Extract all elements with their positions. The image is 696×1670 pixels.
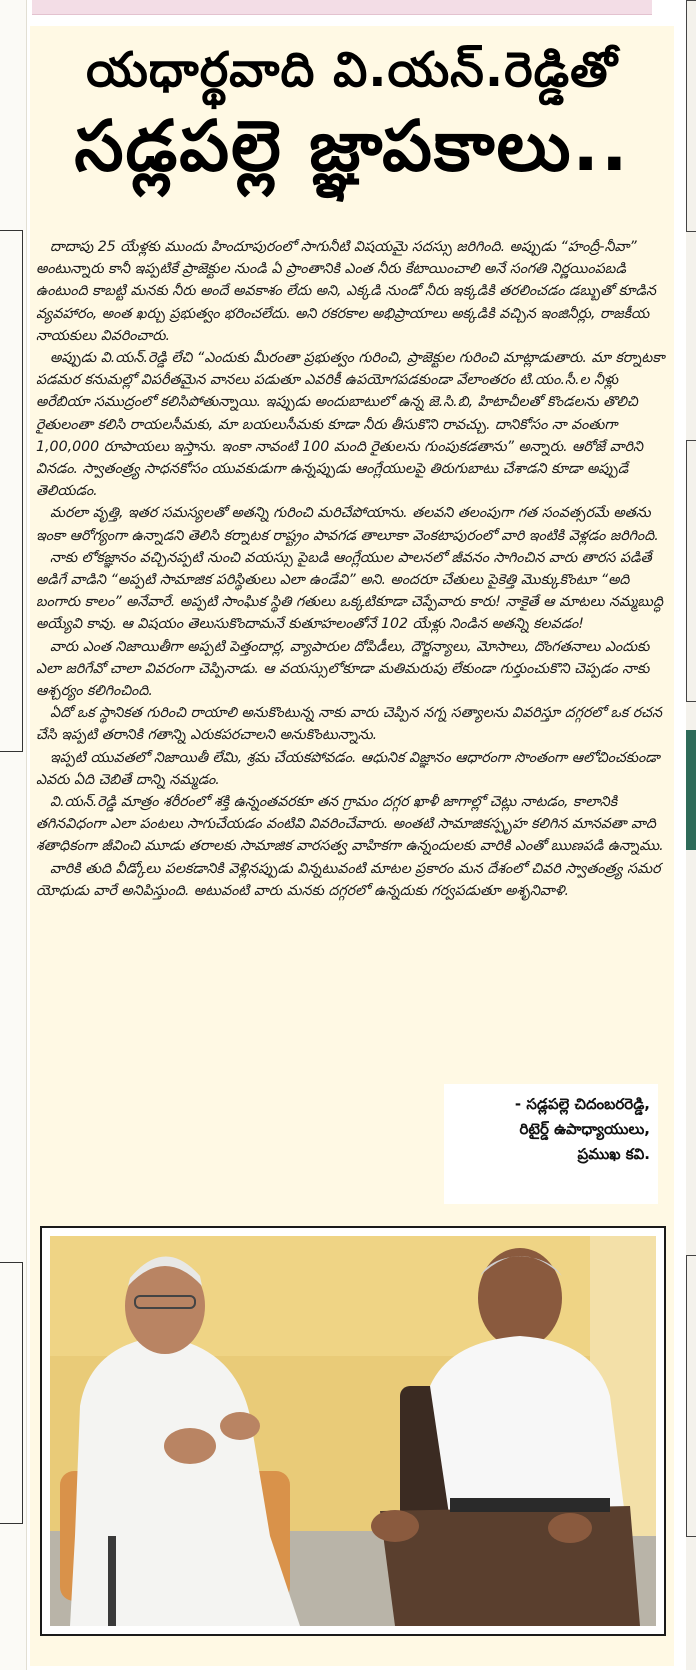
adjacent-column-right-frame-middle bbox=[686, 440, 696, 702]
photo-illustration bbox=[50, 1236, 656, 1626]
paragraph: వారికి తుది వీడ్కోలు పలకడానికి వెళ్లినప్పుడు విన్నటువంటి మాటల ప్రకారం మన దేశంలో చివరి స్వాతంత్ర్య సమర యోధుడు వారే అనిపిస్తుంది. అటువంటి వారు మనకు దగ్గరలో ఉన్నదుకు గర్వపడుతూ అశృనివాళి. bbox=[36, 860, 661, 899]
author-role: ప్రముఖ కవి. bbox=[577, 1145, 650, 1163]
headline-line-2: సడ్లపల్లె జ్ఞాపకాలు.. bbox=[74, 105, 630, 187]
adjacent-column-left-frame-lower bbox=[0, 1262, 23, 1524]
author-name: - సడ్లపల్లె చిదంబరరెడ్డి, bbox=[514, 1095, 650, 1113]
paragraph: వి.యన్.రెడ్డి మాత్రం శరీరంలో శక్తి ఉన్నంతవరకూ తన గ్రామం దగ్గర ఖాళీ జాగాల్లో చెట్లు నాటడం, కాలానికి తగినవిధంగా ఎలా పంటలు సాగుచేయడం వంటివి వివరించేవారు. అంతటి సామాజికస్పృహ కలిగిన మానవతా వాది శతాధికంగా జీవించి మూడు తరాలకు సామాజిక వారసత్వ వాహికగా ఉన్నందులకు వారికి ఎంతో ఋణపడి ఉన్నాము. bbox=[36, 794, 664, 855]
article bbox=[30, 26, 674, 1666]
article-photo-frame bbox=[40, 1226, 666, 1636]
paragraph: వారు ఎంత నిజాయితీగా అప్పటి పెత్తందార్ల, వ్యాపారుల దోపిడీలు, దౌర్జన్యాలు, మోసాలు, దొంగతనాలు ఎందుకు ఎలా జరిగేవో చాలా వివరంగా చెప్పినాడు. ఆ వయస్సులోకూడా మతిమరుపు లేకుండా గుర్తుంచుకొని చెప్పడం నాకు ఆశ్చర్యం కలిగించింది. bbox=[36, 638, 650, 700]
adjacent-column-right bbox=[686, 0, 696, 1670]
adjacent-column-left bbox=[0, 0, 27, 1670]
paragraph: మరలా వృత్తి, ఇతర సమస్యలతో అతన్ని గురించి మరిచేపోయాను. తలవని తలంపుగా గత సంవత్సరమే అతను ఇంకా ఆరోగ్యంగా ఉన్నాడని తెలిసి కర్నాటక రాష్ట్రం పావగడ తాలూకా వెంకటాపురంలో వారి ఇంటికి వెళ్లడం జరిగింది. bbox=[36, 505, 659, 544]
paragraph: ఏదో ఒక స్థానికత గురించి రాయాలి అనుకొంటున్న నాకు వారు చెప్పిన నగ్న సత్యాలను వివరిస్తూ దగ్గరలో ఒక రచన చేసి ఇప్పటి తరానికి గతాన్ని ఎరుకపరచాలని అనుకొంటున్నాను. bbox=[36, 705, 662, 744]
previous-article-band bbox=[32, 0, 652, 15]
adjacent-column-left-frame bbox=[0, 230, 23, 752]
paragraph: ఇప్పటి యువతలో నిజాయితీ లేమి, శ్రమ చేయకపోవడం. ఆధునిక విజ్ఞానం ఆధారంగా సొంతంగా ఆలోచించకుండా ఎవరు ఏది చెబితే దాన్ని నమ్మడం. bbox=[36, 749, 660, 788]
author-signature bbox=[444, 1084, 658, 1204]
paragraph: నాకు లోకజ్ఞానం వచ్చినప్పటి నుంచి వయస్సు పైబడి ఆంగ్లేయుల పాలనలో జీవనం సాగించిన వారు తారస పడితే అడిగే వాడిని “అప్పటి సామాజిక పరిస్థితులు ఎలా ఉండేవి” అని. అందరూ చేతులు పైకెత్తి మొక్కుకొంటూ “అది బంగారు కాలం” అనేవారే. అప్పటి సాంఘిక స్థితి గతులు ఒక్కటికూడా చెప్పేవారు కారు! నాకైతే ఆ మాటలు నమ్మబుద్ధి అయ్యేవి కావు. ఆ విషయం తెలుసుకొందామనే కుతూహలంతోనే 102 యేళ్లు నిండిన అతన్ని కలవడం! bbox=[36, 549, 663, 633]
article-headline bbox=[30, 26, 674, 190]
adjacent-column-right-frame bbox=[686, 0, 696, 232]
headline-line-1: యధార్థవాది వి.యన్.రెడ్డితో bbox=[86, 42, 618, 98]
article-body bbox=[36, 236, 666, 902]
adjacent-column-right-accent bbox=[686, 730, 696, 850]
paragraph: అప్పుడు వి.యన్.రెడ్డి లేచి “ఎందుకు మీరంతా ప్రభుత్వం గురించి, ప్రాజెక్టుల గురించి మాట్లాడుతారు. మా కర్నాటకా పడమర కనుమల్లో విపరీతమైన వానలు పడుతూ ఎవరికీ ఉపయోగపడకుండా వేలాంతరం టి.యం.సీ.ల నీళ్లు అరేబియా సముద్రంలో కలిసిపోతున్నాయి. ఇప్పుడు అందుబాటులో ఉన్న జె.సి.బి, హిటాచీలతో కొండలను తొలిచి రైతులంతా కలిసి రాయలసీమకు, మా బయలుసీమకు కూడా నీరు తీసుకొని రావచ్చు. దానికోసం నా వంతుగా 1,00,000 రూపాయలు ఇస్తాను. ఇంకా నావంటి 100 మంది రైతులను గుంపుకడతాను” అన్నారు. ఆరోజే వారిని వినడం. స్వాతంత్ర్య సాధనకోసం యువకుడుగా ఉన్నప్పుడు ఆంగ్లేయులపై తిరుగుబాటు చేశాడని కూడా అప్పుడే తెలియడం. bbox=[36, 350, 665, 500]
adjacent-column-right-frame-lower bbox=[686, 1255, 696, 1537]
paragraph: దాదాపు 25 యేళ్లకు ముందు హిందూపురంలో సాగునీటి విషయమై సదస్సు జరిగింది. అప్పుడు “హంద్రీ-నీవా” అంటున్నారు కానీ ఇప్పటికే ప్రాజెక్టుల నుండి ఏ ప్రాంతానికి ఎంత నీరు కేటాయించాలి అనే సంగతి నిర్ణయింపబడి ఉంటుంది కాబట్టి మనకు నీరు అందే అవకాశం లేదు అని, ఎక్కడి నుండో నీరు ఇక్కడికి తరలించడం డబ్బుతో కూడిన వ్యవహారం, అంత ఖర్చు ప్రభుత్వం భరించలేదు. అని రకరకాల అభిప్రాయాలు అక్కడికి వచ్చిన ఇంజినీర్లు, రాజకీయ నాయకులు వివరించారు. bbox=[36, 239, 656, 344]
article-photo bbox=[50, 1236, 656, 1626]
author-title: రిటైర్డ్ ఉపాధ్యాయులు, bbox=[519, 1120, 650, 1138]
